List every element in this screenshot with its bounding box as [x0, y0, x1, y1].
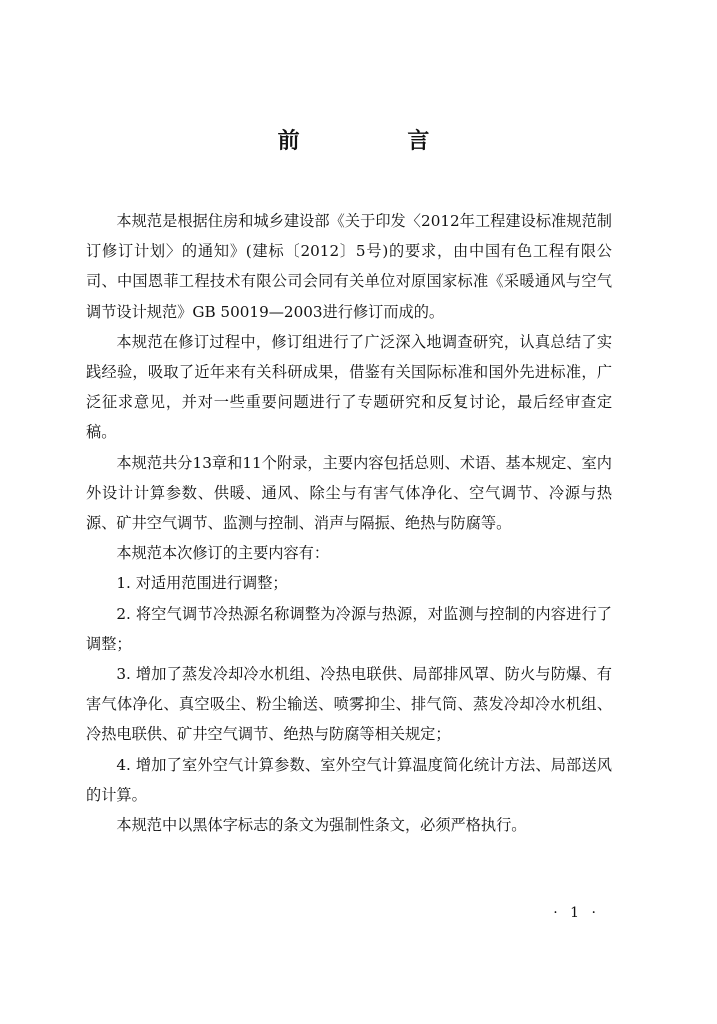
list-item-3: 3. 增加了蒸发冷却冷水机组、冷热电联供、局部排风罩、防火与防爆、有害气体净化、真空吸尘、粉尘输送、喷雾抑尘、排气筒、蒸发冷却冷水机组、冷热电联供、矿井空气调节、绝热与防腐等相关规定；: [86, 665, 612, 744]
list-item-2: 2. 将空气调节冷热源名称调整为冷源与热源，对监测与控制的内容进行了调整；: [86, 604, 612, 653]
list-item-4: 4. 增加了室外空气计算参数、室外空气计算温度简化统计方法、局部送风的计算。: [86, 755, 612, 804]
mandatory-note: 本规范中以黑体字标志的条文为强制性条文，必须严格执行。: [116, 816, 527, 835]
list-item-1: 1. 对适用范围进行调整；: [116, 574, 288, 593]
page-title: 前 言: [277, 129, 480, 154]
paragraph-1: 本规范是根据住房和城乡建设部《关于印发〈2012年工程建设标准规范制订修订计划〉的通知》(建标〔2012〕5号)的要求，由中国有色工程有限公司、中国恩菲工程技术有限公司会同有关单位对原国家标准《采暖通风与空气调节设计规范》GB 50019—2003进行修订而成的。: [86, 212, 612, 321]
paragraph-3: 本规范共分13章和11个附录，主要内容包括总则、术语、基本规定、室内外设计计算参数、供暖、通风、除尘与有害气体净化、空气调节、冷源与热源、矿井空气调节、监测与控制、消声与隔振、绝热与防腐等。: [86, 453, 612, 533]
paragraph-4: 本规范本次修订的主要内容有：: [116, 544, 330, 563]
page-number: · 1 ·: [553, 905, 600, 921]
preface-body: [86, 206, 612, 840]
paragraph-2: 本规范在修订过程中，修订组进行了广泛深入地调查研究，认真总结了实践经验，吸取了近年来有关科研成果，借鉴有关国际标准和国外先进标准，广泛征求意见，并对一些重要问题进行了专题研究和反复讨论，最后经审查定稿。: [86, 332, 612, 442]
